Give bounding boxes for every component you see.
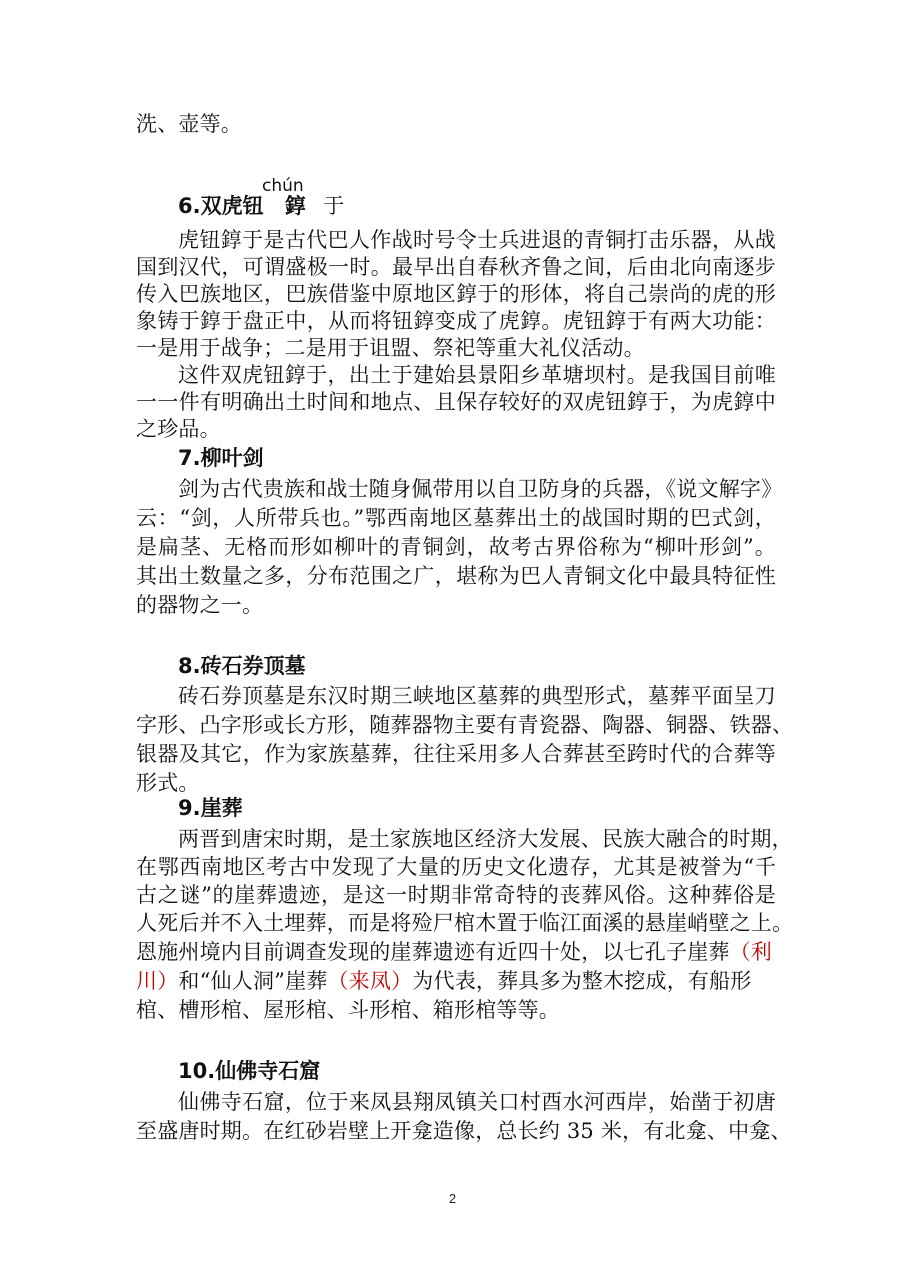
paragraph-line: 在鄂西南地区考古中发现了大量的历史文化遗存，尤其是被誉为“千 [136,855,776,879]
paragraph-line: 国到汉代，可谓盛极一时。最早出自春秋齐鲁之间，后由北向南逐步 [136,255,776,279]
pinyin-annotation: chún [262,176,304,196]
section-heading-8: 8.砖石券顶墓 [178,654,306,678]
paragraph-line: 至盛唐时期。在红砂岩壁上开龛造像，总长约 35 米，有北龛、中龛、 [136,1119,792,1143]
paragraph-line: 形式。 [136,771,200,795]
paragraph-line: 人死后并不入土埋葬，而是将殓尸棺木置于临江面溪的悬崖峭壁之上。 [136,911,794,935]
paragraph-line: 其出土数量之多，分布范围之广，堪称为巴人青铜文化中最具特征性 [136,564,776,588]
paragraph-line [136,938,776,967]
paragraph-line: 之珍品。 [136,417,221,441]
line-text: 恩施州境内目前调查发现的崖葬遗迹有近四十处，以七孔子崖葬 [136,940,730,964]
paragraph-line: 砖石券顶墓是东汉时期三峡地区墓葬的典型形式，墓葬平面呈刀 [178,684,776,708]
paragraph-line: 剑为古代贵族和战士随身佩带用以自卫防身的兵器，《说文解字》 [178,477,783,501]
paragraph-line: 是扁茎、无格而形如柳叶的青铜剑，故考古界俗称为“柳叶形剑”。 [136,535,776,559]
section-heading-10: 10.仙佛寺石窟 [178,1059,321,1083]
paragraph-line: 虎钮錞于是古代巴人作战时号令士兵进退的青铜打击乐器，从战 [178,228,776,252]
location-note: （来凤） [327,969,413,993]
paragraph-line: 古之谜”的崖葬遗迹，是这一时期非常奇特的丧葬风俗。这种葬俗是 [136,883,776,907]
section-heading-7: 7.柳叶剑 [178,446,264,470]
paragraph-line: 云：“剑，人所带兵也。”鄂西南地区墓葬出土的战国时期的巴式剑， [136,506,776,530]
paragraph-line: 洗、壶等。 [136,112,242,136]
paragraph-line: 的器物之一。 [136,593,264,617]
page-number: 2 [448,1191,457,1206]
paragraph-line: 象铸于錞于盘正中，从而将钮錞变成了虎錞。虎钮錞于有两大功能： [136,309,776,333]
paragraph-line: 一是用于战争；二是用于诅盟、祭祀等重大礼仪活动。 [136,336,645,360]
paragraph-line: 两晋到唐宋时期，是土家族地区经济大发展、民族大融合的时期， [178,827,793,851]
section-heading-9: 9.崖葬 [178,796,243,820]
paragraph-line: 这件双虎钮錞于，出土于建始县景阳乡革塘坝村。是我国目前唯 [178,363,776,387]
location-note: （利 [729,940,773,964]
line-text: 和“仙人洞”崖葬 [178,969,328,993]
paragraph-line [136,967,776,996]
heading-text: 6.双虎钮 [178,194,264,218]
paragraph-line: 棺、槽形棺、屋形棺、斗形棺、箱形棺等等。 [136,998,560,1022]
heading-char: 錞 [284,194,306,218]
paragraph-line: 银器及其它，作为家族墓葬，往往采用多人合葬甚至跨时代的合葬等 [136,742,776,766]
line-text: 为代表，葬具多为整木挖成，有船形 [412,969,752,993]
heading-char: 于 [323,194,345,218]
paragraph-line: 字形、凸字形或长方形，随葬器物主要有青瓷器、陶器、铜器、铁器、 [136,713,794,737]
paragraph-line: 传入巴族地区，巴族借鉴中原地区錞于的形体，将自己崇尚的虎的形 [136,282,776,306]
section-heading-6 [178,192,344,221]
location-note: 川） [136,969,179,993]
paragraph-line: 仙佛寺石窟，位于来凤县翔凤镇关口村酉水河西岸，始凿于初唐 [178,1090,776,1114]
paragraph-line: 一一件有明确出土时间和地点、且保存较好的双虎钮錞于，为虎錞中 [136,390,776,414]
